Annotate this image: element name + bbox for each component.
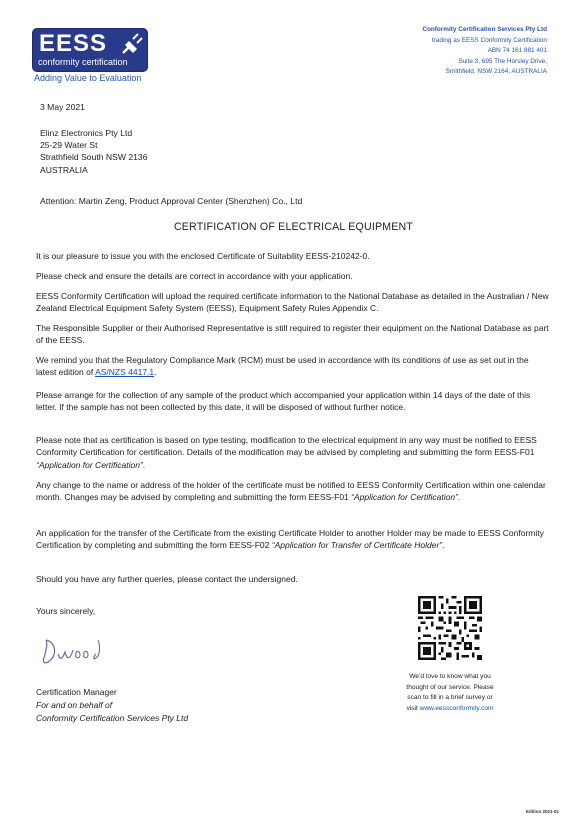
paragraph-modification-end: .: [142, 459, 146, 470]
eess-logo: [32, 28, 152, 88]
paragraph-modification-text: Please note that as certification is based on type testing, modification to the electrical equipment in any way must be notified to EESS Conformity Certification for certification. Details of the modification may be advised by completing and submitting the form EESS-F01: [36, 435, 537, 458]
paragraph-rcm-text: We remind you that the Regulatory Compliance Mark (RCM) must be used in accordance with its conditions of use as set out in the latest edition of: [36, 355, 529, 378]
recipient-street: 25-29 Water St: [40, 140, 98, 151]
company-abn: ABN 74 161 881 401: [487, 47, 547, 55]
survey-line-1: We’d love to know what you: [409, 673, 491, 680]
form-f01-title: “Application for Certification”: [36, 459, 143, 470]
survey-website-link[interactable]: www.eessconformity.com: [419, 704, 494, 712]
attention-line: Attention: Martin Zeng, Product Approval Center (Shenzhen) Co., Ltd: [40, 196, 303, 206]
edition-label: Edition 2021-01: [525, 809, 559, 814]
signer-company: Conformity Certification Services Pty Ltd: [36, 713, 189, 723]
survey-note: [382, 672, 518, 714]
form-f01-title-2: “Application for Certification”: [351, 492, 458, 503]
paragraph-rcm: [36, 354, 551, 379]
standard-link[interactable]: AS/NZS 4417.1: [95, 367, 155, 378]
signer-behalf: For and on behalf of: [36, 700, 113, 710]
paragraph-registration: The Responsible Supplier or their Authorised Representative is still required to register their equipment on the National Database as part of the EESS.: [36, 323, 549, 346]
recipient-country: AUSTRALIA: [40, 164, 88, 175]
signer-role: Certification Manager: [36, 687, 117, 697]
paragraph-transfer: [36, 527, 551, 552]
signer-block: [36, 686, 188, 725]
company-address-line-2: Smithfield, NSW 2164, AUSTRALIA: [445, 68, 547, 76]
letter-date: 3 May 2021: [40, 102, 85, 112]
closing-salutation: Yours sincerely,: [36, 606, 96, 616]
plug-icon: [119, 33, 145, 57]
logo-badge: [32, 28, 148, 72]
survey-line-3: scan to fill in a brief survey or: [407, 694, 493, 702]
paragraph-national-database: EESS Conformity Certification will upload the required certificate information to the National Database as detailed in the Australian / New Zealand Electrical Equipment Safety System (EESS), Equipment Safety Rules Appendix C.: [36, 291, 549, 314]
paragraph-sample-collection: Please arrange for the collection of any sample of the product which accompanied your application within 14 days of the date of this letter. If the sample has not been collected by this date, it will be disposed of without further notice.: [36, 390, 531, 413]
paragraph-queries: Should you have any further queries, please contact the undersigned.: [36, 574, 298, 584]
paragraph-rcm-end: .: [154, 367, 157, 378]
survey-line-2: thought of our service. Please: [406, 683, 494, 691]
paragraph-transfer-text: An application for the transfer of the Certificate from the existing Certificate Holder to another Holder may be made to EESS Conformity Certification by completing and submitting the form EESS-F02: [36, 528, 544, 551]
paragraph-modification: [36, 434, 551, 471]
survey-line-4: [382, 704, 518, 715]
recipient-name: Elinz Electronics Pty Ltd: [40, 128, 133, 138]
recipient-address: [40, 127, 555, 176]
handwritten-signature: [36, 632, 126, 672]
paragraph-certificate-issued: It is our pleasure to issue you with the enclosed Certificate of Suitability EESS-210242-0.: [36, 251, 370, 261]
logo-subline: conformity certification: [38, 57, 128, 67]
logo-wordmark: EESS: [39, 30, 108, 57]
survey-qr-code[interactable]: [418, 596, 482, 660]
survey-visit-prefix: visit: [406, 704, 420, 712]
company-name: Conformity Certification Services Pty Ltd: [422, 26, 547, 33]
letter-title: CERTIFICATION OF ELECTRICAL EQUIPMENT: [173, 221, 414, 233]
company-address-block: [307, 25, 547, 78]
paragraph-holder-change-text: Any change to the name or address of the holder of the certificate must be notified to EESS Conformity Certification within one calendar month. Changes may be advised by completing and submitting the form EESS-F01: [36, 480, 546, 503]
form-f02-title: “Application for Transfer of Certificate Holder”: [271, 540, 443, 551]
paragraph-holder-change-end: .: [457, 492, 461, 503]
paragraph-transfer-end: .: [442, 540, 445, 551]
company-trading-name: trading as EESS Conformity Certification: [431, 36, 547, 44]
logo-tagline: Adding Value to Evaluation: [34, 73, 142, 83]
company-address-line-1: Suite 3, 695 The Horsley Drive,: [458, 57, 547, 65]
recipient-city: Strathfield South NSW 2136: [40, 152, 148, 163]
paragraph-check-details: Please check and ensure the details are correct in accordance with your application.: [36, 271, 353, 281]
paragraph-holder-change: [36, 479, 551, 504]
